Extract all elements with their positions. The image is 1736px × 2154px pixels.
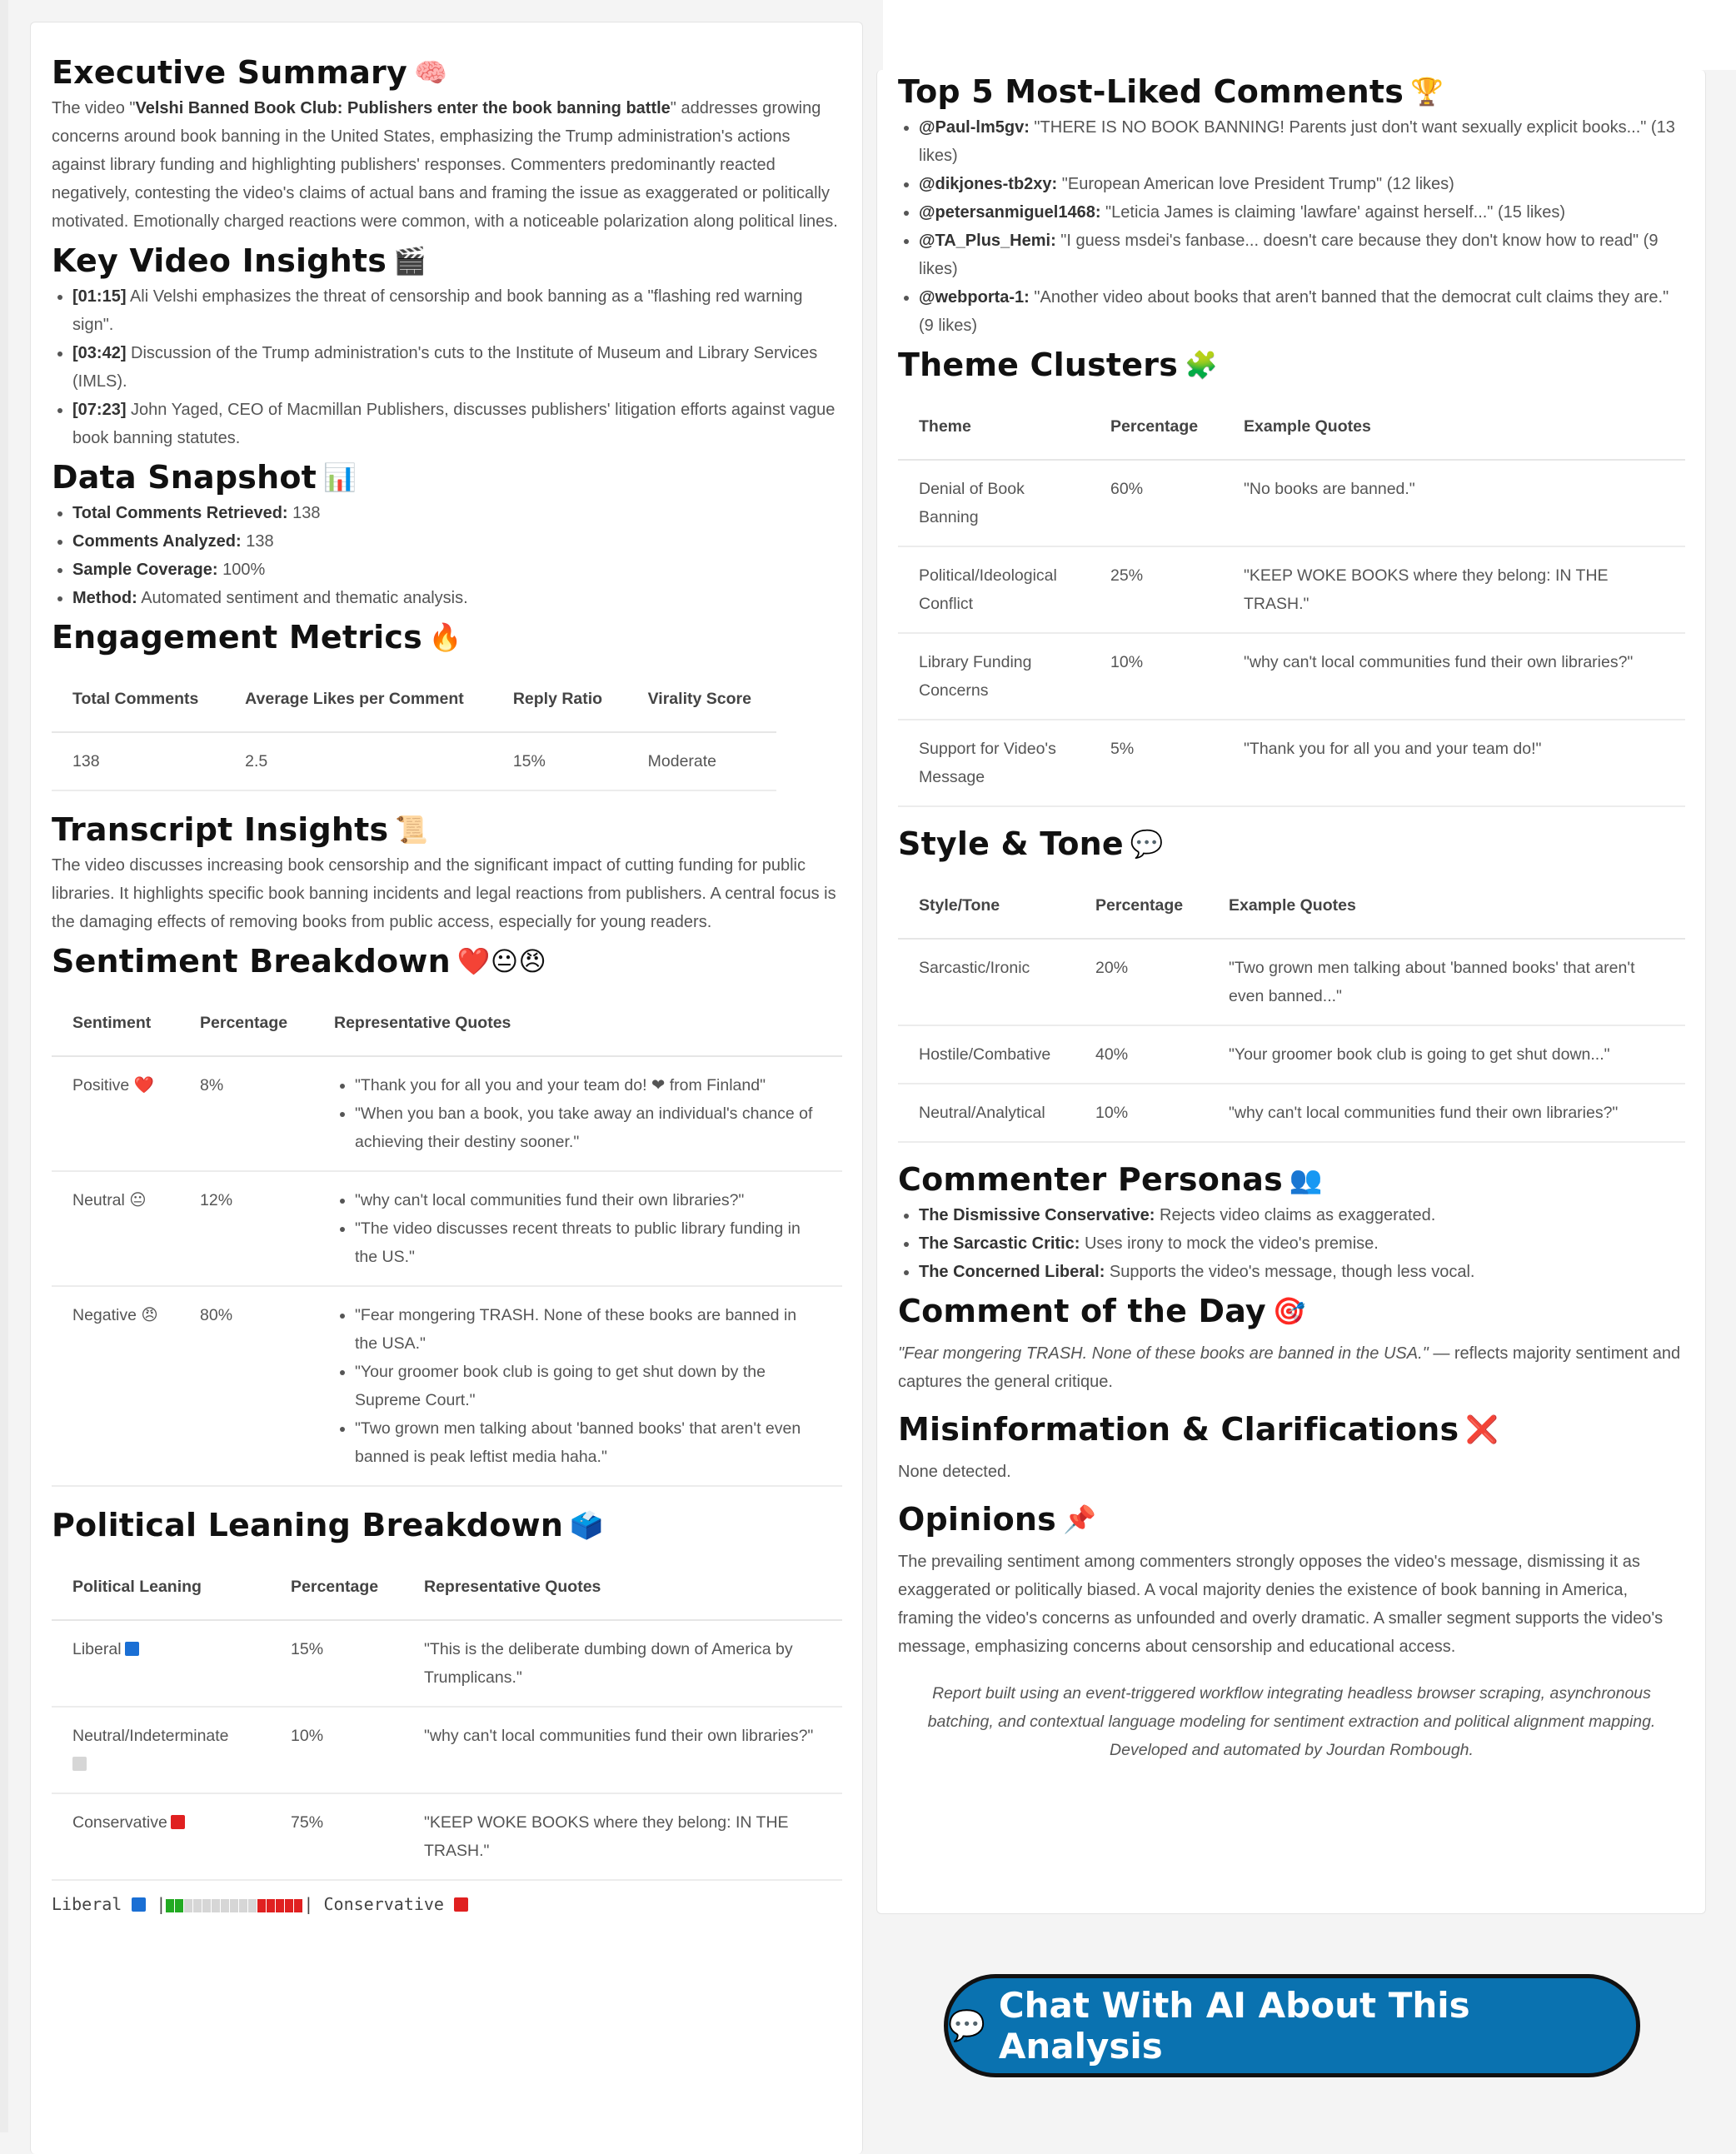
political-spectrum-bar: [166, 1894, 303, 1914]
chat-button-label: Chat With AI About This Analysis: [998, 1985, 1470, 2067]
style-tone-table: [898, 874, 1685, 1143]
list-item: • [07:23] John Yaged, CEO of Macmillan Publishers, discusses publishers' litigation efforts against vague book banning statutes.: [72, 396, 842, 452]
list-item: • @dikjones-tb2xy: "European American love President Trump" (12 likes): [919, 170, 1685, 198]
column-header: Example Quotes: [1223, 395, 1685, 460]
section-heading: Opinions 📌: [898, 1501, 1097, 1538]
page-edge: [0, 0, 8, 2132]
trophy-icon: 🏆: [1410, 76, 1444, 107]
section-heading: Top 5 Most-Liked Comments 🏆: [898, 73, 1444, 110]
summary-text: The video "Velshi Banned Book Club: Publishers enter the book banning battle" addresses growing concerns around book banning in the United States, emphasizing the Trump administration's actions against library funding and highlighting publishers' responses. Commenters predominantly reacted negatively, contesting the video's claims of actual bans and framing the issue as exaggerated or politically motivated. Emotionally charged reactions were common, with a noticeable polarization along political lines.: [52, 99, 838, 231]
opinions-text: The prevailing sentiment among commenters strongly opposes the video's message, dismissing it as exaggerated or politically biased. A vocal majority denies the existence of book banning in America, framing the video's concerns as unfounded and overly dramatic. A smaller segment supports the video's message, emphasizing concerns about censorship and educational access.: [898, 1553, 1664, 1656]
political-bar-line: Liberal | | Conservative: [52, 1894, 842, 1914]
table-row: Neutral 😐 12% • "why can't local communities fund their own libraries?" • "The video discusses recent threats to public library funding in the US.": [52, 1171, 842, 1286]
list-item: • [01:15] Ali Velshi emphasizes the threat of censorship and book banning as a "flashing red warning sign".: [72, 282, 842, 339]
list-item: • [03:42] Discussion of the Trump administration's cuts to the Institute of Museum and Library Services (IMLS).: [72, 339, 842, 396]
section-heading: Engagement Metrics 🔥: [52, 619, 462, 656]
list-item: • @petersanmiguel1468: "Leticia James is claiming 'lawfare' against herself..." (15 likes): [919, 198, 1685, 227]
red-square-icon: [171, 1815, 185, 1829]
table-row: Support for Video's Message 5% "Thank you for all you and your team do!": [898, 720, 1685, 806]
cross-mark-icon: ❌: [1465, 1414, 1499, 1445]
bar-chart-icon: 📊: [323, 461, 357, 493]
spectrum-block-conservative: [294, 1899, 302, 1912]
spectrum-block-liberal: [166, 1899, 174, 1912]
misinformation-text: None detected.: [898, 1463, 1011, 1481]
section-heading: Key Video Insights 🎬: [52, 242, 427, 279]
section-heading: Style & Tone 💬: [898, 825, 1164, 862]
list-item: • @webporta-1: "Another video about books that aren't banned that the democrat cult claims they are." (9 likes): [919, 283, 1685, 340]
comment-of-the-day-text: "Fear mongering TRASH. None of these books are banned in the USA." — reflects majority sentiment and captures the general critique.: [898, 1344, 1681, 1391]
comment-of-the-day-section: [898, 1289, 1685, 1396]
executive-summary-section: [52, 51, 842, 236]
ballot-box-icon: 🗳️: [570, 1509, 604, 1541]
clapper-icon: 🎬: [393, 245, 427, 277]
scroll-icon: 📜: [395, 814, 429, 845]
column-header: Example Quotes: [1208, 874, 1685, 939]
section-heading: Transcript Insights 📜: [52, 811, 429, 848]
transcript-text: The video discusses increasing book censorship and the significant impact of cutting funding for public libraries. It highlights specific book banning incidents and legal reactions from publishers. A central focus is the damaging effects of removing books from public access, especially for young readers.: [52, 856, 836, 931]
speech-bubble-icon: 💬: [948, 2009, 985, 2043]
table-row: Neutral/Indeterminate 10% "why can't local communities fund their own libraries?": [52, 1707, 842, 1793]
column-header: Political Leaning: [52, 1555, 270, 1620]
table-row: Liberal 15% "This is the deliberate dumbing down of America by Trumplicans.": [52, 1620, 842, 1707]
table-row: Negative 😠 80% • "Fear mongering TRASH. None of these books are banned in the USA." • "Your groomer book club is going to get shut down by the Supreme Court." • "Two grown men talking about 'banned books' that aren't even banned is peak leftist media haha.": [52, 1286, 842, 1486]
spectrum-block-neutral: [193, 1899, 202, 1912]
top-bar: [883, 0, 1736, 70]
chat-with-ai-button[interactable]: [944, 1974, 1640, 2077]
table-row: Sarcastic/Ironic 20% "Two grown men talking about 'banned books' that aren't even banned...": [898, 939, 1685, 1025]
political-table: [52, 1555, 842, 1881]
theme-table: [898, 395, 1685, 807]
opinions-section: [898, 1498, 1685, 1661]
style-tone-section: [898, 822, 1685, 1143]
column-header: Virality Score: [627, 667, 776, 732]
table-row: Library Funding Concerns 10% "why can't local communities fund their own libraries?": [898, 633, 1685, 720]
section-heading: Executive Summary 🧠: [52, 54, 447, 91]
pushpin-icon: 📌: [1063, 1503, 1097, 1535]
spectrum-block-neutral: [202, 1899, 211, 1912]
sentiment-table: [52, 991, 842, 1487]
left-report-panel: [30, 22, 863, 2154]
column-header: Percentage: [1075, 874, 1208, 939]
report-footer-note: Report built using an event-triggered workflow integrating headless browser scraping, asynchronous batching, and contextual language modeling for sentiment extraction and political alignment mapping. Developed and automated by Jourdan Rombough.: [927, 1684, 1656, 1759]
spectrum-block-neutral: [248, 1899, 257, 1912]
column-header: Style/Tone: [898, 874, 1075, 939]
spectrum-block-conservative: [276, 1899, 284, 1912]
speech-bubble-icon: 💬: [1130, 828, 1164, 860]
sentiment-section: [52, 940, 842, 1487]
column-header: Percentage: [270, 1555, 403, 1620]
engagement-section: [52, 616, 842, 791]
fire-icon: 🔥: [428, 621, 462, 653]
section-heading: Data Snapshot 📊: [52, 459, 357, 496]
political-section: [52, 1503, 842, 1914]
column-header: Representative Quotes: [313, 991, 842, 1056]
target-icon: 🎯: [1272, 1295, 1306, 1327]
theme-clusters-section: [898, 343, 1685, 807]
misinformation-section: [898, 1408, 1685, 1486]
table-row: Positive ❤️ 8% • "Thank you for all you and your team do! ❤ from Finland" • "When you ban a book, you take away an individual's chance of achieving their destiny sooner.": [52, 1056, 842, 1171]
list-item: • @TA_Plus_Hemi: "I guess msdei's fanbase... doesn't care because they don't know how to read" (9 likes): [919, 227, 1685, 283]
key-insights-section: [52, 239, 842, 452]
spectrum-block-conservative: [257, 1899, 266, 1912]
list-item: • Comments Analyzed: 138: [72, 527, 842, 556]
list-item: • Method: Automated sentiment and thematic analysis.: [72, 584, 842, 612]
red-square-icon: [454, 1897, 468, 1912]
section-heading: Sentiment Breakdown ❤️😐😠: [52, 943, 547, 980]
spectrum-block-neutral: [221, 1899, 229, 1912]
column-header: Theme: [898, 395, 1090, 460]
table-row: Neutral/Analytical 10% "why can't local communities fund their own libraries?": [898, 1084, 1685, 1142]
blue-square-icon: [132, 1897, 146, 1912]
section-heading: Comment of the Day 🎯: [898, 1293, 1306, 1329]
column-header: Sentiment: [52, 991, 179, 1056]
table-row: Political/Ideological Conflict 25% "KEEP WOKE BOOKS where they belong: IN THE TRASH.": [898, 546, 1685, 633]
section-heading: Misinformation & Clarifications ❌: [898, 1411, 1499, 1448]
spectrum-block-neutral: [239, 1899, 247, 1912]
right-report-panel: [876, 70, 1706, 1914]
section-heading: Political Leaning Breakdown 🗳️: [52, 1507, 604, 1543]
list-item: • The Sarcastic Critic: Uses irony to mock the video's premise.: [919, 1229, 1685, 1258]
column-header: Average Likes per Comment: [224, 667, 492, 732]
column-header: Representative Quotes: [403, 1555, 842, 1620]
blue-square-icon: [125, 1642, 139, 1656]
column-header: Percentage: [1090, 395, 1223, 460]
transcript-section: [52, 808, 842, 936]
table-row: Conservative 75% "KEEP WOKE BOOKS where they belong: IN THE TRASH.": [52, 1793, 842, 1880]
column-header: Total Comments: [52, 667, 224, 732]
spectrum-block-neutral: [184, 1899, 192, 1912]
table-row: Denial of Book Banning 60% "No books are banned.": [898, 460, 1685, 546]
spectrum-block-liberal: [175, 1899, 183, 1912]
list-item: • Sample Coverage: 100%: [72, 556, 842, 584]
puzzle-icon: 🧩: [1185, 349, 1219, 381]
spectrum-block-conservative: [285, 1899, 293, 1912]
engagement-table: [52, 667, 776, 791]
table-row: 138 2.5 15% Moderate: [52, 732, 776, 790]
table-row: Hostile/Combative 40% "Your groomer book club is going to get shut down...": [898, 1025, 1685, 1084]
data-snapshot-section: [52, 456, 842, 612]
section-heading: Commenter Personas 👥: [898, 1161, 1323, 1198]
section-heading: Theme Clusters 🧩: [898, 347, 1219, 383]
personas-section: [898, 1158, 1685, 1286]
list-item: • Total Comments Retrieved: 138: [72, 499, 842, 527]
brain-icon: 🧠: [413, 57, 447, 88]
spectrum-block-neutral: [212, 1899, 220, 1912]
spectrum-block-neutral: [230, 1899, 238, 1912]
people-icon: 👥: [1289, 1164, 1323, 1195]
column-header: Reply Ratio: [492, 667, 627, 732]
gray-square-icon: [72, 1757, 87, 1771]
spectrum-block-conservative: [267, 1899, 275, 1912]
list-item: • The Concerned Liberal: Supports the video's message, though less vocal.: [919, 1258, 1685, 1286]
sentiment-faces-icon: ❤️😐😠: [456, 945, 547, 977]
list-item: • @Paul-lm5gv: "THERE IS NO BOOK BANNING! Parents just don't want sexually explicit books..." (13 likes): [919, 113, 1685, 170]
top-comments-section: [898, 70, 1685, 340]
column-header: Percentage: [179, 991, 313, 1056]
list-item: • The Dismissive Conservative: Rejects video claims as exaggerated.: [919, 1201, 1685, 1229]
